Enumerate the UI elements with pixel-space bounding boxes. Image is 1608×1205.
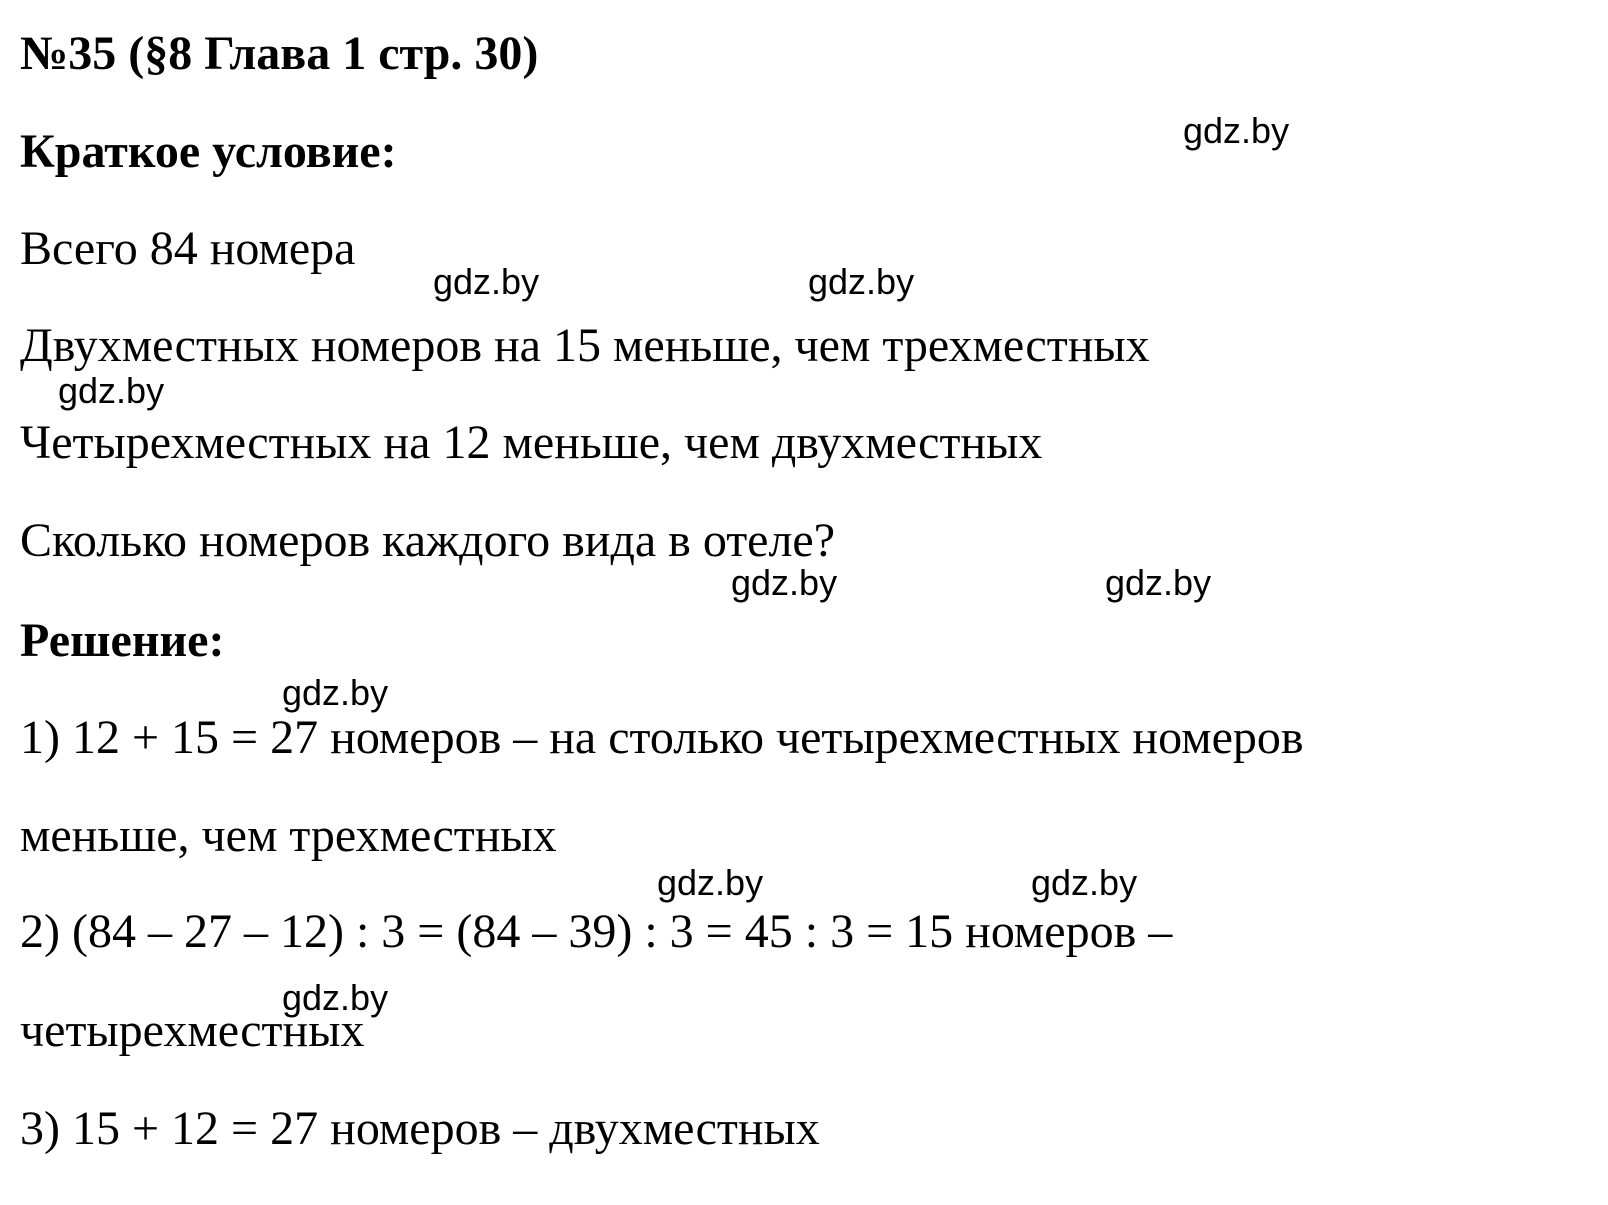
solution-step-1: 1) 12 + 15 = 27 номеров – на столько четырехместных номеров	[20, 711, 1304, 764]
watermark: gdz.by	[58, 370, 165, 411]
condition-heading: Краткое условие:	[20, 125, 397, 178]
page-title: №35 (§8 Глава 1 стр. 30)	[20, 27, 539, 80]
watermark: gdz.by	[657, 862, 764, 903]
solution-step-2-cont: четырехместных	[20, 1004, 365, 1057]
watermark: gdz.by	[1031, 862, 1138, 903]
solution-step-2: 2) (84 – 27 – 12) : 3 = (84 – 39) : 3 = 45 : 3 = 15 номеров –	[20, 905, 1173, 958]
watermark: gdz.by	[282, 672, 389, 713]
watermark: gdz.by	[282, 977, 389, 1018]
solution-step-1-cont: меньше, чем трехместных	[20, 809, 557, 862]
watermark: gdz.by	[808, 261, 915, 302]
condition-line-total: Всего 84 номера	[20, 222, 356, 275]
solution-heading: Решение:	[20, 614, 225, 667]
condition-line-double: Двухместных номеров на 15 меньше, чем трехместных	[20, 319, 1150, 372]
solution-step-3: 3) 15 + 12 = 27 номеров – двухместных	[20, 1102, 820, 1155]
condition-question: Сколько номеров каждого вида в отеле?	[20, 514, 836, 567]
watermark: gdz.by	[731, 562, 838, 603]
watermark: gdz.by	[433, 261, 540, 302]
condition-line-quad: Четырехместных на 12 меньше, чем двухместных	[20, 416, 1043, 469]
watermark: gdz.by	[1105, 562, 1212, 603]
watermark: gdz.by	[1183, 110, 1290, 151]
